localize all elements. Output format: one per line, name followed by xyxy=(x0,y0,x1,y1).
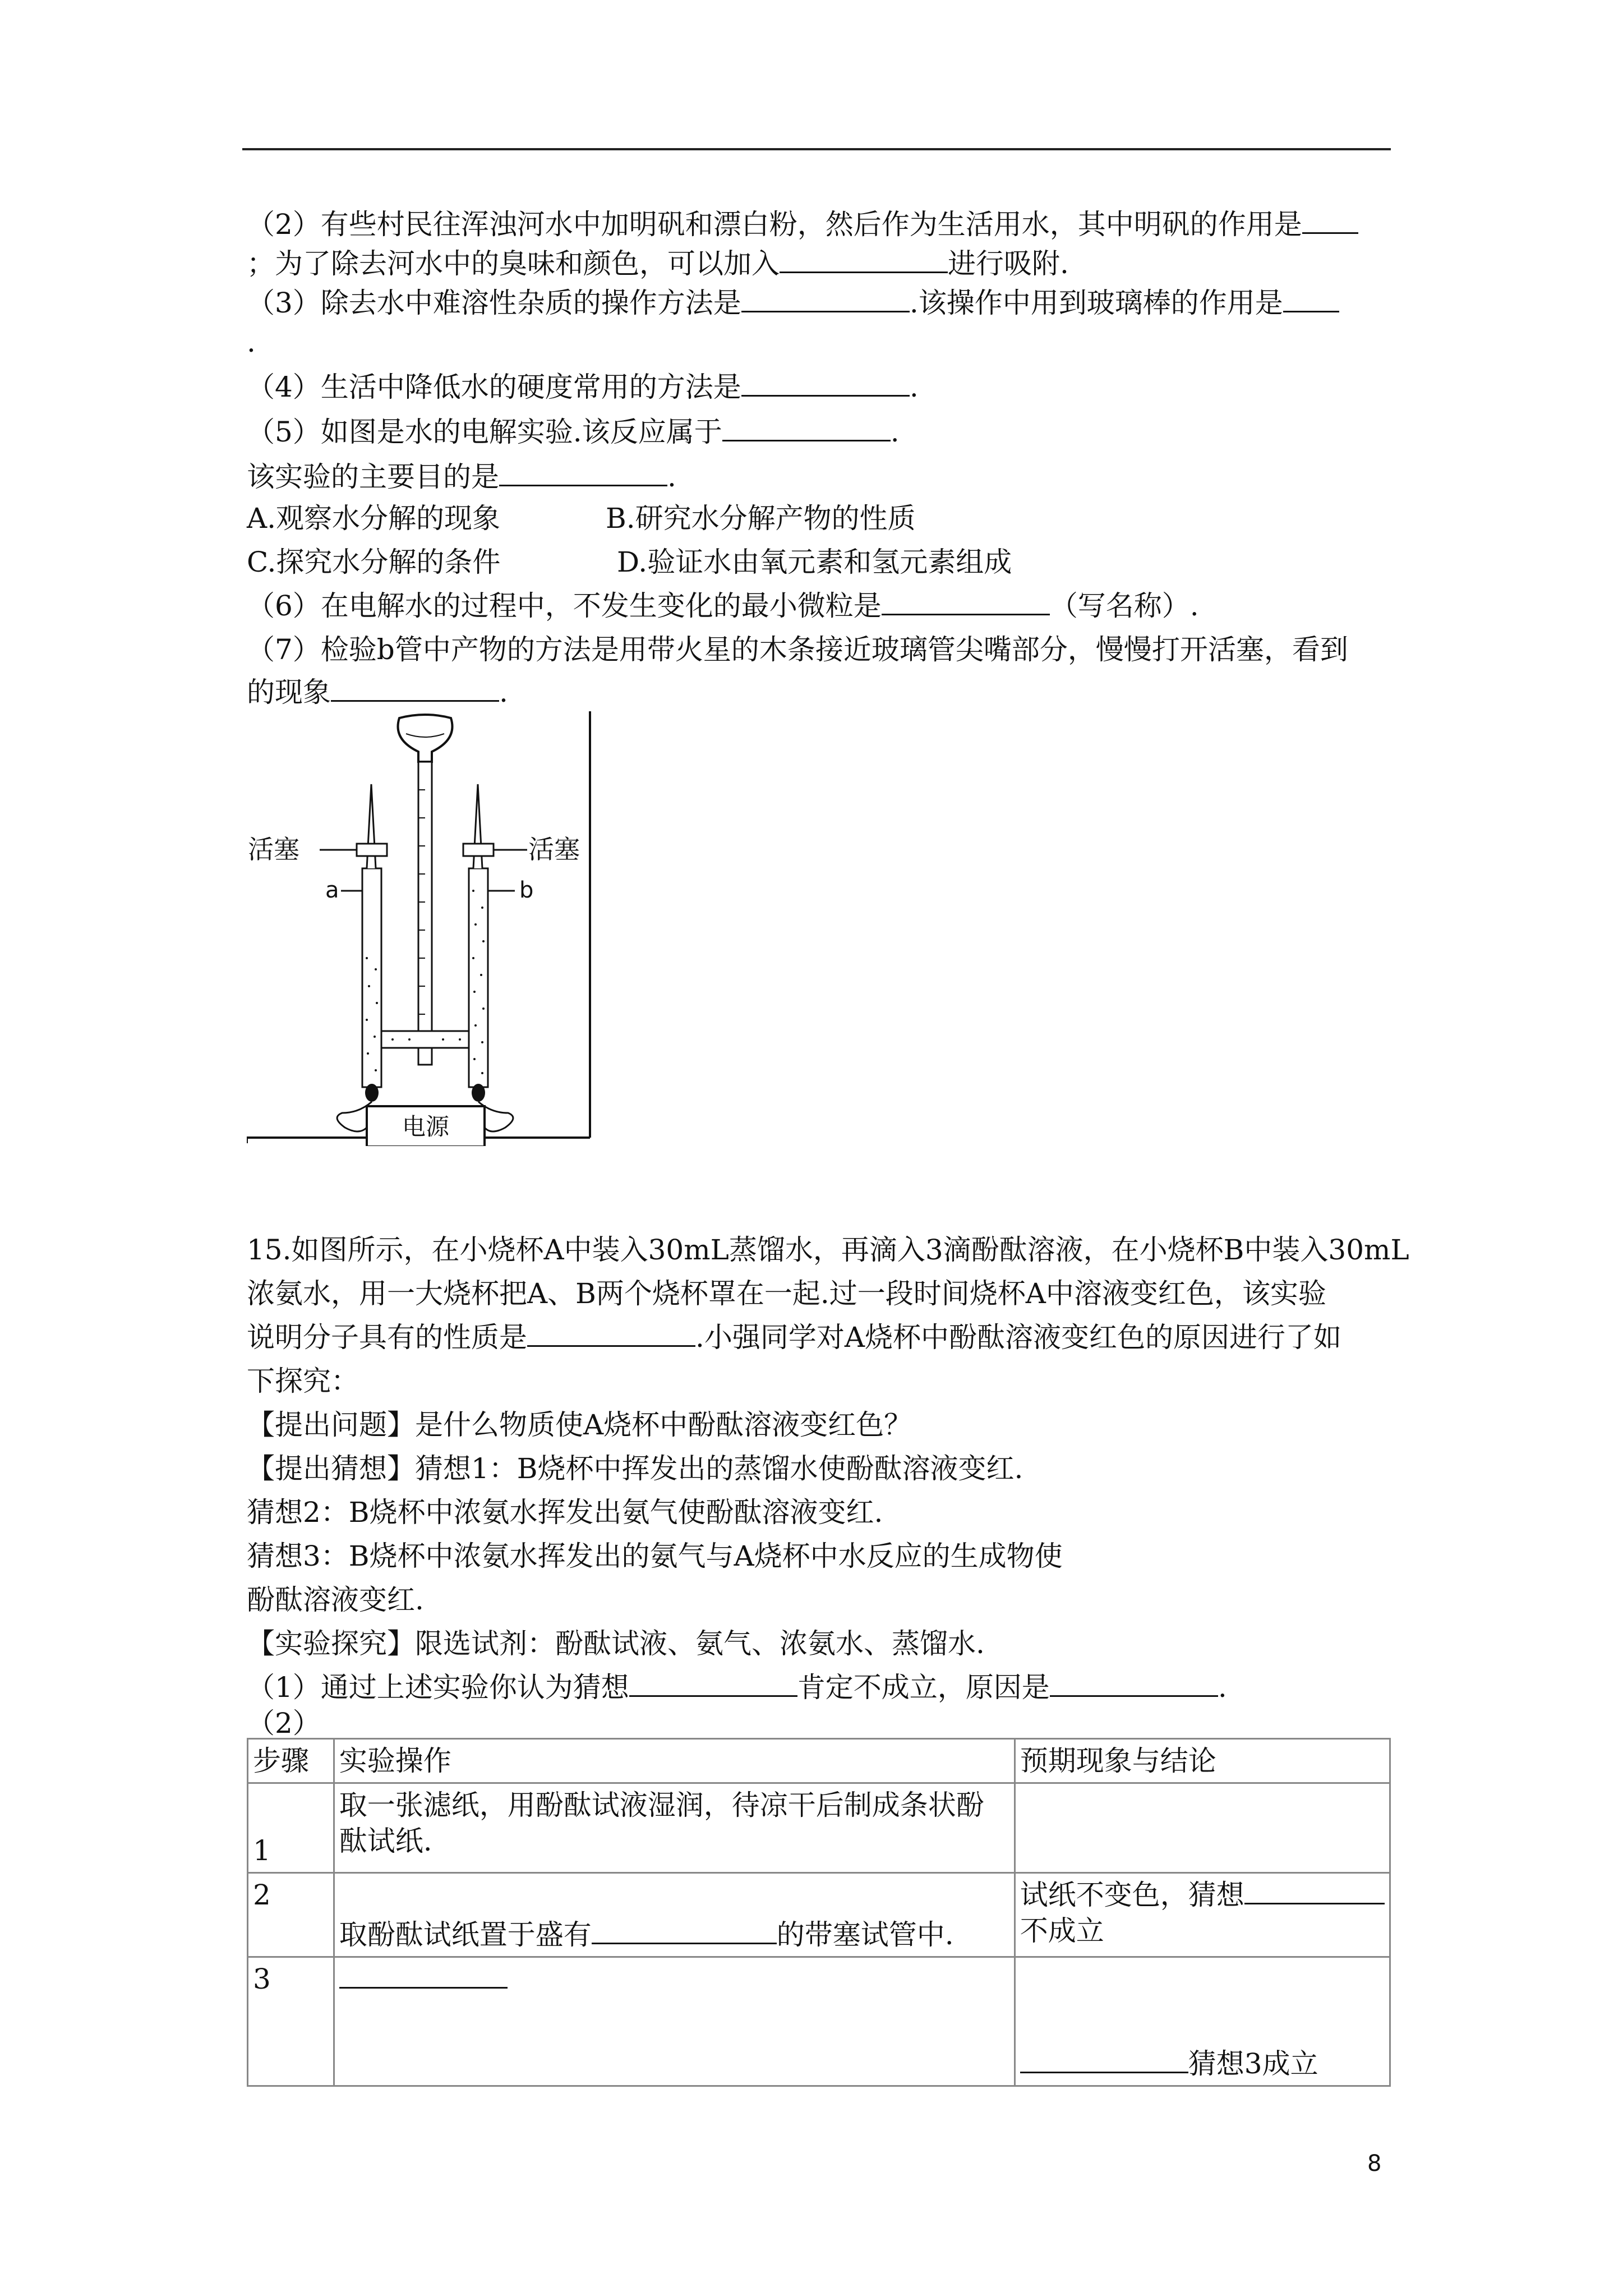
answer-blank[interactable] xyxy=(722,415,891,441)
result-cell xyxy=(1015,1783,1390,1873)
answer-blank[interactable] xyxy=(741,370,910,397)
answer-blank[interactable] xyxy=(1283,286,1339,312)
table-header-operation: 实验操作 xyxy=(334,1739,1015,1783)
options-cd xyxy=(247,544,1012,580)
tube-a-label: a xyxy=(325,877,339,903)
guess-1: 【提出猜想】猜想1：B烧杯中挥发出的蒸馏水使酚酞溶液变红. xyxy=(247,1452,1023,1485)
page-number: 8 xyxy=(1367,2151,1382,2177)
question-2-line-1: （2）有些村民往浑浊河水中加明矾和漂白粉，然后作为生活用水，其中明矾的作用是 xyxy=(247,206,1358,242)
operation-cell: 取酚酞试纸置于盛有 的带塞试管中. xyxy=(334,1873,1015,1957)
answer-blank[interactable] xyxy=(339,1962,508,1989)
answer-blank[interactable] xyxy=(1020,2047,1188,2073)
step-cell: 3 xyxy=(248,1957,334,2086)
question-6: （6）在电解水的过程中，不发生变化的最小微粒是 （写名称）. xyxy=(247,590,1199,622)
table-row xyxy=(248,1873,1390,1957)
option-a: A.观察水分解的现象 xyxy=(247,502,501,535)
answer-blank[interactable] xyxy=(331,675,499,702)
ask-question: 【提出问题】是什么物质使A烧杯中酚酞溶液变红色？ xyxy=(247,1409,912,1441)
header-rule xyxy=(242,148,1391,150)
table-header-step: 步骤 xyxy=(248,1739,334,1783)
operation-cell: 取一张滤纸，用酚酞试液湿润，待凉干后制成条状酚酞试纸. xyxy=(334,1783,1015,1873)
answer-blank[interactable] xyxy=(629,1671,797,1697)
question-7-line-2: 的现象 . xyxy=(247,676,508,708)
experiment-part-2: （2） xyxy=(247,1707,321,1740)
result-cell: 试纸不变色，猜想 不成立 xyxy=(1015,1873,1390,1957)
guess-3-line-2: 酚酞溶液变红. xyxy=(247,1584,424,1616)
experiment-reagents: 【实验探究】限选试剂：酚酞试液、氨气、浓氨水、蒸馏水. xyxy=(247,1627,985,1660)
guess-3-line-1: 猜想3：B烧杯中浓氨水挥发出的氨气与A烧杯中水反应的生成物使 xyxy=(247,1540,1063,1572)
question-7-line-1: （7）检验b管中产物的方法是用带火星的木条接近玻璃管尖嘴部分，慢慢打开活塞，看到 xyxy=(247,633,1348,666)
answer-blank[interactable] xyxy=(527,1320,695,1347)
question-4: （4）生活中降低水的硬度常用的方法是 . xyxy=(247,371,919,403)
answer-blank[interactable] xyxy=(592,1918,777,1944)
question-2-line-2: ；为了除去河水中的臭味和颜色，可以加入 进行吸附. xyxy=(247,247,1069,280)
answer-blank[interactable] xyxy=(780,247,948,273)
answer-blank[interactable] xyxy=(499,460,667,486)
result-cell: 猜想3成立 xyxy=(1015,1957,1390,2086)
option-d: D.验证水由氧元素和氢元素组成 xyxy=(617,546,1012,578)
experiment-part-1: （1）通过上述实验你认为猜想 肯定不成立，原因是 . xyxy=(247,1671,1227,1704)
answer-blank[interactable] xyxy=(1244,1878,1385,1904)
step-cell: 2 xyxy=(248,1873,334,1957)
question-5-purpose: 该实验的主要目的是 . xyxy=(247,461,676,493)
guess-2: 猜想2：B烧杯中浓氨水挥发出氨气使酚酞溶液变红. xyxy=(247,1496,883,1529)
question-15-line-2: 浓氨水，用一大烧杯把A、B两个烧杯罩在一起.过一段时间烧杯A中溶液变红色，该实验 xyxy=(247,1277,1326,1310)
tube-b-label: b xyxy=(519,877,534,903)
answer-blank[interactable] xyxy=(1050,1671,1218,1697)
question-3-line-1: （3）除去水中难溶性杂质的操作方法是 .该操作中用到玻璃棒的作用是 xyxy=(247,285,1339,321)
question-5: （5）如图是水的电解实验.该反应属于 . xyxy=(247,416,900,448)
question-15-line-4: 下探究： xyxy=(247,1365,359,1397)
electrolysis-apparatus-figure xyxy=(247,711,594,1146)
stopcock-label-right: 活塞 xyxy=(528,834,580,864)
answer-blank[interactable] xyxy=(1302,208,1358,234)
stopcock-label-left: 活塞 xyxy=(248,834,299,864)
table-header-row xyxy=(248,1739,1390,1783)
question-3-line-2: . xyxy=(247,326,256,358)
power-source-label: 电源 xyxy=(402,1113,450,1140)
table-row xyxy=(248,1957,1390,2086)
step-cell: 1 xyxy=(248,1783,334,1873)
question-15-line-1: 15.如图所示，在小烧杯A中装入30mL蒸馏水，再滴入3滴酚酞溶液，在小烧杯B中装入30mL xyxy=(247,1234,1409,1266)
table-header-result: 预期现象与结论 xyxy=(1015,1739,1390,1783)
options-ab xyxy=(247,500,916,536)
operation-cell xyxy=(334,1957,1015,2086)
experiment-table xyxy=(247,1738,1391,2087)
question-15-line-3: 说明分子具有的性质是 .小强同学对A烧杯中酚酞溶液变红色的原因进行了如 xyxy=(247,1321,1342,1354)
answer-blank[interactable] xyxy=(882,589,1050,615)
option-c: C.探究水分解的条件 xyxy=(247,546,501,578)
option-b: B.研究水分解产物的性质 xyxy=(606,502,916,535)
answer-blank[interactable] xyxy=(741,286,910,312)
table-row xyxy=(248,1783,1390,1873)
